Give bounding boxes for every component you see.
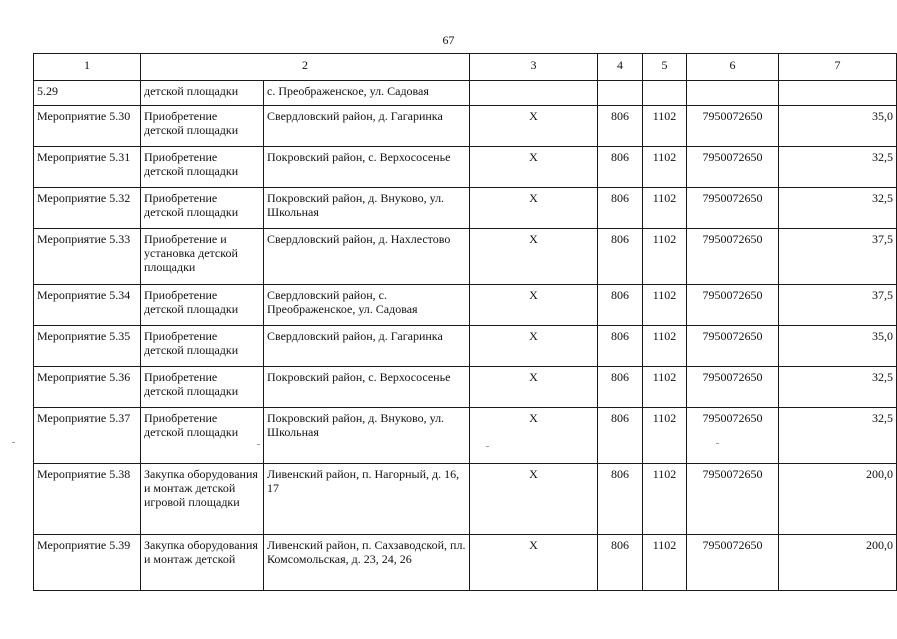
table-row — [34, 229, 897, 285]
table-cell-c6: 1102 — [643, 188, 687, 229]
table-cell-c5: 806 — [598, 464, 643, 535]
table-row — [34, 81, 897, 106]
table-cell-c6: 1102 — [643, 535, 687, 591]
header-col-1: 1 — [34, 54, 141, 81]
table-row — [34, 188, 897, 229]
table-cell-c4: Х — [470, 464, 598, 535]
table-row — [34, 285, 897, 326]
table-cell-c2: Приобретение детской площадки — [141, 367, 264, 408]
header-col-2: 2 — [141, 54, 470, 81]
table-cell-c7: 7950072650 — [687, 535, 779, 591]
table-cell-c3: с. Преображенское, ул. Садовая — [264, 81, 470, 106]
table-cell-c5: 806 — [598, 535, 643, 591]
table-cell-c4 — [470, 81, 598, 106]
table-cell-c3: Покровский район, с. Верхососенье — [264, 147, 470, 188]
table-cell-c4: Х — [470, 535, 598, 591]
table-cell-c6: 1102 — [643, 229, 687, 285]
table-cell-c1: Мероприятие 5.38 — [34, 464, 141, 535]
table-row — [34, 535, 897, 591]
table-cell-c4: Х — [470, 106, 598, 147]
table-cell-c6: 1102 — [643, 106, 687, 147]
budget-table — [33, 53, 897, 591]
table-row — [34, 367, 897, 408]
table-cell-c1: Мероприятие 5.35 — [34, 326, 141, 367]
table-cell-c2: Приобретение детской площадки — [141, 188, 264, 229]
table-cell-c1: Мероприятие 5.34 — [34, 285, 141, 326]
table-cell-c3: Ливенский район, п. Сахзаводской, пл. Комсомольская, д. 23, 24, 26 — [264, 535, 470, 591]
table-cell-c5: 806 — [598, 408, 643, 464]
table-cell-c8: 37,5 — [779, 229, 897, 285]
table-cell-c7: 7950072650 — [687, 147, 779, 188]
table-cell-c4: Х — [470, 326, 598, 367]
table-cell-c5: 806 — [598, 147, 643, 188]
table-cell-c4: Х — [470, 147, 598, 188]
scan-speck — [257, 444, 260, 445]
table-cell-c7: 7950072650 — [687, 367, 779, 408]
table-cell-c1: Мероприятие 5.32 — [34, 188, 141, 229]
header-col-4: 4 — [598, 54, 643, 81]
table-cell-c7: 7950072650 — [687, 326, 779, 367]
table-cell-c2: Приобретение детской площадки — [141, 285, 264, 326]
table-cell-c6: 1102 — [643, 464, 687, 535]
table-cell-c2: Закупка оборудования и монтаж детской — [141, 535, 264, 591]
header-col-5: 5 — [643, 54, 687, 81]
page-number: 67 — [442, 33, 455, 47]
header-row — [34, 54, 897, 81]
table-cell-c2: Закупка оборудования и монтаж детской игровой площадки — [141, 464, 264, 535]
table-cell-c8: 37,5 — [779, 285, 897, 326]
table-cell-c8: 32,5 — [779, 188, 897, 229]
table-cell-c3: Свердловский район, д. Гагаринка — [264, 326, 470, 367]
table-cell-c2: Приобретение детской площадки — [141, 326, 264, 367]
table-cell-c2: Приобретение детской площадки — [141, 106, 264, 147]
table-cell-c6: 1102 — [643, 408, 687, 464]
table-cell-c5: 806 — [598, 229, 643, 285]
table-cell-c1: Мероприятие 5.36 — [34, 367, 141, 408]
table-cell-c1: Мероприятие 5.39 — [34, 535, 141, 591]
table-cell-c7: 7950072650 — [687, 464, 779, 535]
table-cell-c7: 7950072650 — [687, 408, 779, 464]
scan-speck — [12, 442, 15, 443]
table-cell-c6: 1102 — [643, 326, 687, 367]
table-row — [34, 106, 897, 147]
table-row — [34, 326, 897, 367]
table-cell-c3: Ливенский район, п. Нагорный, д. 16, 17 — [264, 464, 470, 535]
scan-speck — [486, 446, 489, 447]
header-col-6: 6 — [687, 54, 779, 81]
scan-speck — [716, 443, 719, 444]
table-cell-c4: Х — [470, 229, 598, 285]
table-cell-c5: 806 — [598, 285, 643, 326]
table-cell-c3: Покровский район, д. Внуково, ул. Школьная — [264, 408, 470, 464]
table-cell-c3: Покровский район, с. Верхососенье — [264, 367, 470, 408]
table-cell-c5: 806 — [598, 188, 643, 229]
table-cell-c4: Х — [470, 285, 598, 326]
table-row — [34, 464, 897, 535]
table-cell-c7: 7950072650 — [687, 285, 779, 326]
table-cell-c6 — [643, 81, 687, 106]
header-col-7: 7 — [779, 54, 897, 81]
table-cell-c1: Мероприятие 5.33 — [34, 229, 141, 285]
table-cell-c2: детской площадки — [141, 81, 264, 106]
table-cell-c8: 35,0 — [779, 326, 897, 367]
table-cell-c5: 806 — [598, 106, 643, 147]
table-cell-c7: 7950072650 — [687, 229, 779, 285]
table-cell-c8: 32,5 — [779, 367, 897, 408]
table-cell-c8: 35,0 — [779, 106, 897, 147]
table-cell-c8: 200,0 — [779, 535, 897, 591]
table-cell-c7 — [687, 81, 779, 106]
table-cell-c8: 32,5 — [779, 408, 897, 464]
table-cell-c6: 1102 — [643, 147, 687, 188]
table-cell-c2: Приобретение детской площадки — [141, 408, 264, 464]
table-cell-c3: Свердловский район, д. Нахлестово — [264, 229, 470, 285]
table-row — [34, 147, 897, 188]
table-cell-c1: Мероприятие 5.31 — [34, 147, 141, 188]
table-cell-c1: 5.29 — [34, 81, 141, 106]
header-col-3: 3 — [470, 54, 598, 81]
table-cell-c5: 806 — [598, 367, 643, 408]
table-cell-c4: Х — [470, 408, 598, 464]
table-cell-c3: Свердловский район, д. Гагаринка — [264, 106, 470, 147]
table-cell-c1: Мероприятие 5.30 — [34, 106, 141, 147]
table-cell-c6: 1102 — [643, 367, 687, 408]
table-row — [34, 408, 897, 464]
table-cell-c3: Покровский район, д. Внуково, ул. Школьная — [264, 188, 470, 229]
table-cell-c8: 200,0 — [779, 464, 897, 535]
table-cell-c7: 7950072650 — [687, 106, 779, 147]
table-cell-c8 — [779, 81, 897, 106]
table-cell-c8: 32,5 — [779, 147, 897, 188]
table-cell-c1: Мероприятие 5.37 — [34, 408, 141, 464]
table-cell-c5: 806 — [598, 326, 643, 367]
table-cell-c5 — [598, 81, 643, 106]
table-cell-c4: Х — [470, 188, 598, 229]
table-cell-c7: 7950072650 — [687, 188, 779, 229]
table-cell-c6: 1102 — [643, 285, 687, 326]
table-cell-c2: Приобретение детской площадки — [141, 147, 264, 188]
table-cell-c4: Х — [470, 367, 598, 408]
table-cell-c3: Свердловский район, с. Преображенское, ул. Садовая — [264, 285, 470, 326]
table-cell-c2: Приобретение и установка детской площадки — [141, 229, 264, 285]
